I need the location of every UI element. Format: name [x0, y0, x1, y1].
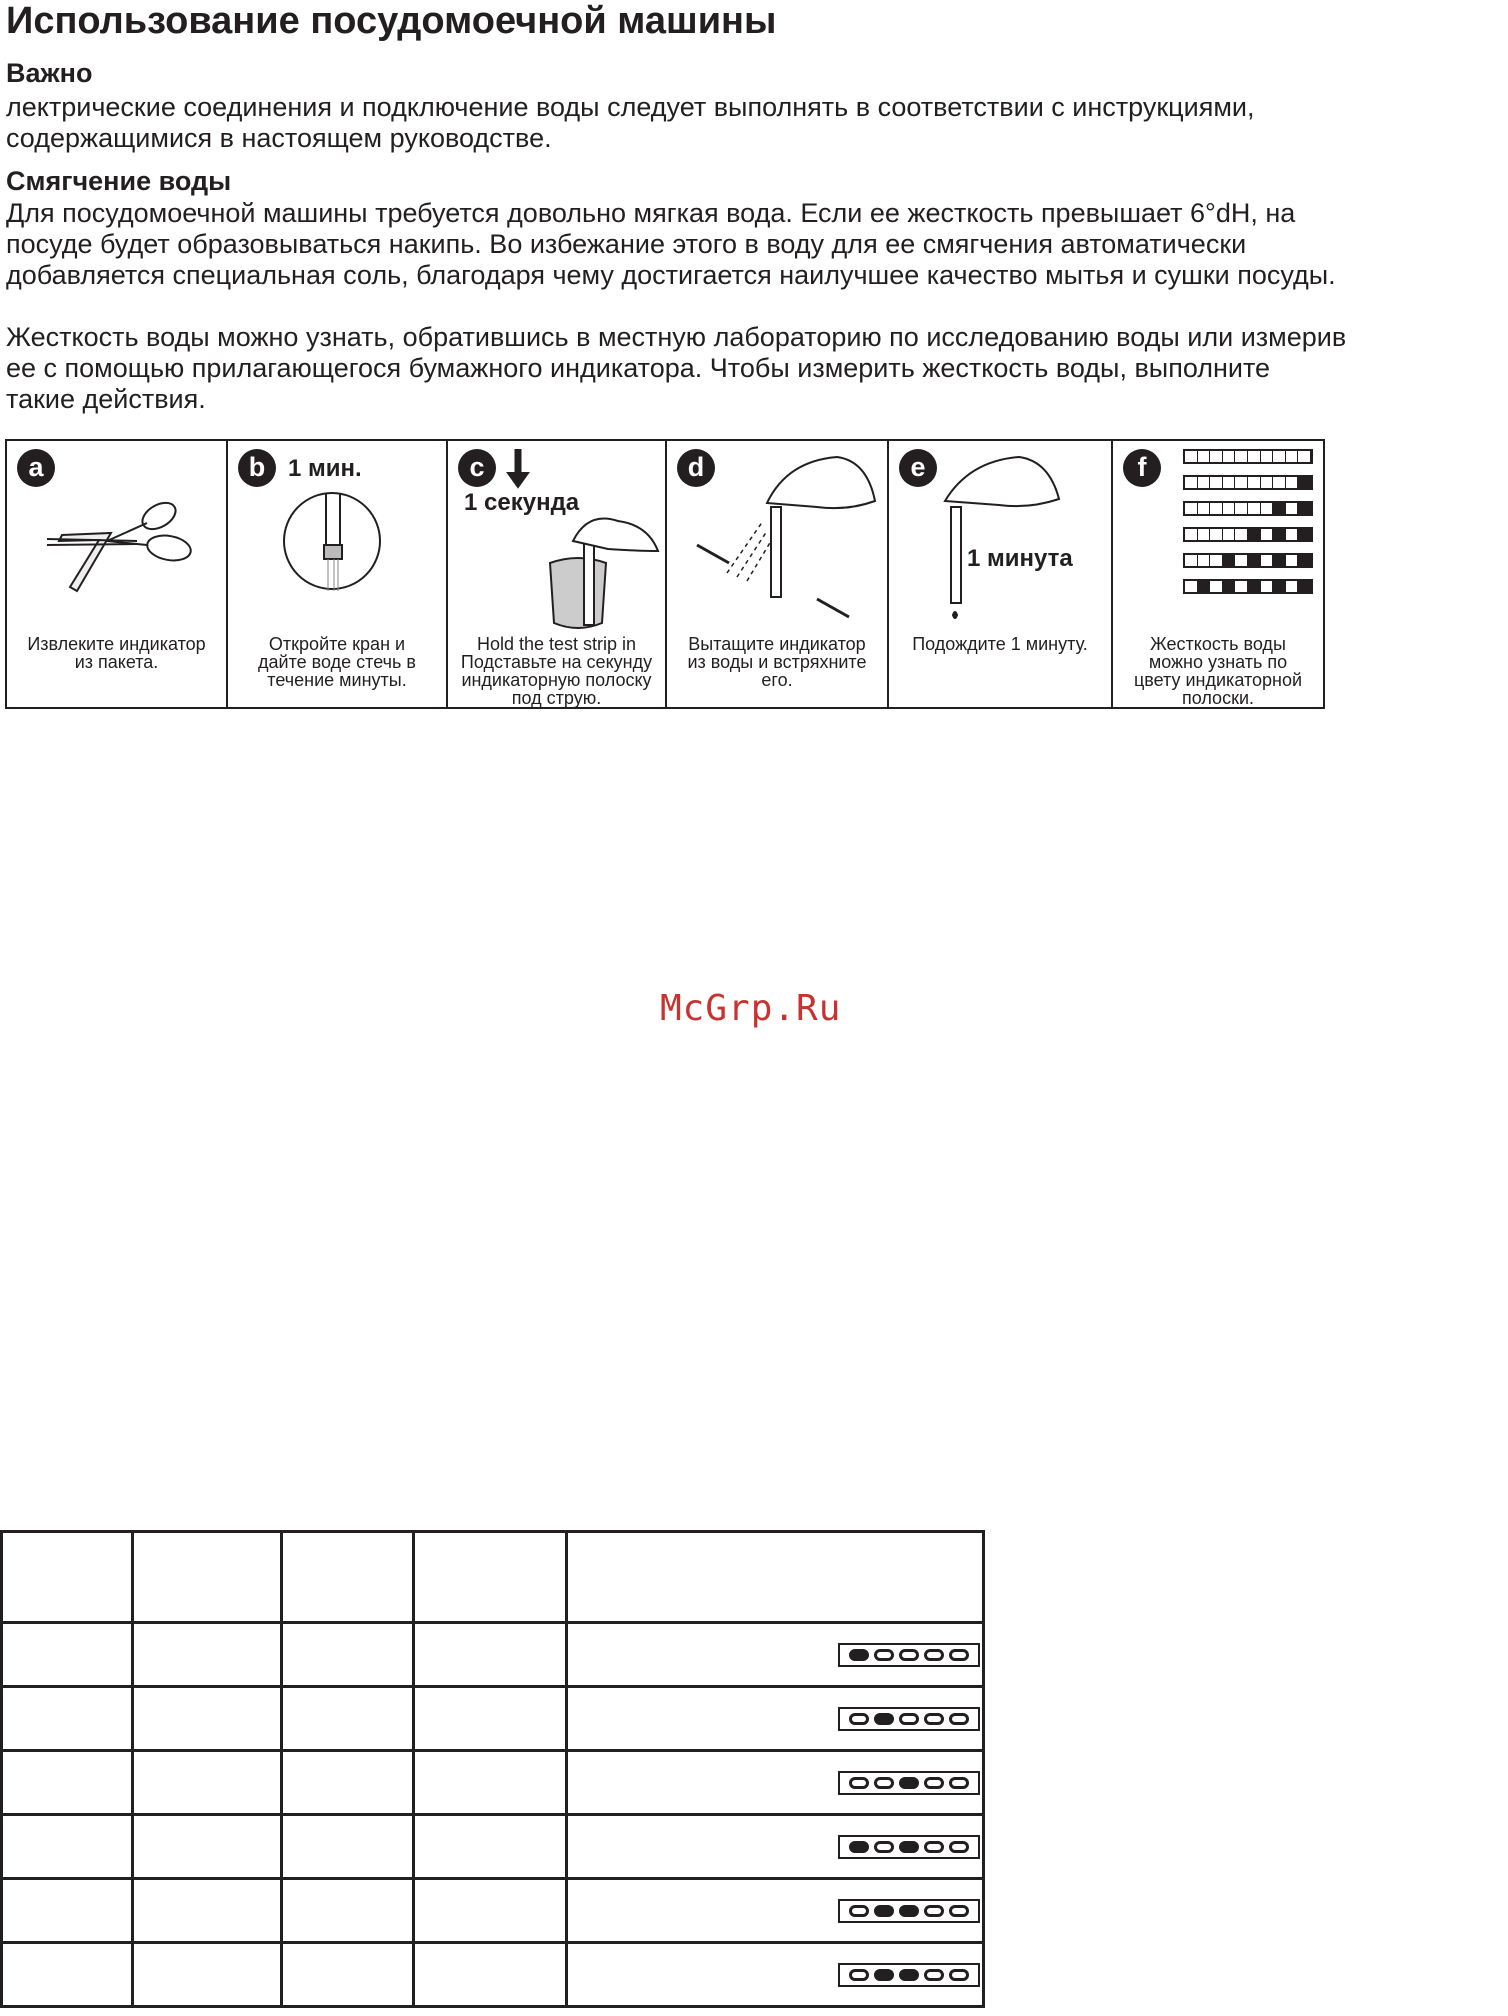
- table-cell: [2, 1815, 133, 1879]
- led-on-icon: [849, 1649, 869, 1661]
- scale-cell: [1198, 555, 1211, 566]
- scale-cell: [1248, 503, 1261, 514]
- scale-strip: [1183, 527, 1313, 542]
- led-off-icon: [949, 1905, 969, 1917]
- softening-paragraph-1: [6, 198, 1336, 291]
- table-cell: [133, 1623, 282, 1687]
- table-cell: [133, 1751, 282, 1815]
- table-cell: [414, 1687, 567, 1751]
- step-caption: [452, 635, 661, 707]
- table-cell: [282, 1879, 414, 1943]
- led-off-icon: [949, 1649, 969, 1661]
- step-badge: f: [1123, 449, 1161, 487]
- scale-cell: [1261, 451, 1274, 462]
- important-line: лектрические соединения и подключение воды следует выполнять в соответствии с инструкциями,: [6, 92, 1255, 122]
- scale-cell: [1273, 555, 1286, 566]
- led-off-icon: [924, 1713, 944, 1725]
- caption-line: Откройте кран и: [268, 634, 406, 654]
- scale-cell: [1185, 529, 1198, 540]
- step-a: [7, 441, 228, 707]
- led-on-icon: [899, 1777, 919, 1789]
- paragraph-line: ее с помощью прилагающегося бумажного индикатора. Чтобы измерить жесткость воды, выполните: [6, 353, 1271, 383]
- scale-cell: [1185, 503, 1198, 514]
- table-cell: [282, 1623, 414, 1687]
- scale-cell: [1298, 529, 1311, 540]
- step-d: [667, 441, 889, 707]
- scale-cell: [1273, 451, 1286, 462]
- caption-line: Жесткость воды: [1150, 634, 1286, 654]
- table-row: [2, 1943, 984, 2007]
- table-cell: [414, 1943, 567, 2007]
- caption-line: из пакета.: [74, 652, 159, 672]
- table-cell: [282, 1815, 414, 1879]
- step-badge: d: [677, 449, 715, 487]
- scale-cell: [1261, 529, 1274, 540]
- scale-cell: [1286, 529, 1299, 540]
- scale-cell: [1210, 555, 1223, 566]
- led-on-icon: [899, 1841, 919, 1853]
- led-off-icon: [949, 1777, 969, 1789]
- led-on-icon: [874, 1713, 894, 1725]
- led-off-icon: [874, 1841, 894, 1853]
- scale-cell: [1198, 581, 1211, 592]
- led-off-icon: [899, 1713, 919, 1725]
- scale-cell: [1223, 503, 1236, 514]
- scale-cell: [1298, 555, 1311, 566]
- table-row: [2, 1879, 984, 1943]
- scale-strip: [1183, 553, 1313, 568]
- caption-line: полоски.: [1181, 688, 1254, 708]
- step-caption: [11, 635, 222, 671]
- scale-cell: [1198, 529, 1211, 540]
- table-cell: [133, 1815, 282, 1879]
- scale-cell: [1210, 477, 1223, 488]
- led-off-icon: [924, 1969, 944, 1981]
- table-cell: [2, 1623, 133, 1687]
- scale-cell: [1248, 477, 1261, 488]
- table-cell: [133, 1943, 282, 2007]
- scale-cell: [1185, 555, 1198, 566]
- table-cell: [567, 1623, 984, 1687]
- step-e: [889, 441, 1113, 707]
- table-cell: [2, 1687, 133, 1751]
- table-cell: [133, 1879, 282, 1943]
- step-caption: [1117, 635, 1319, 707]
- scale-cell: [1286, 477, 1299, 488]
- scale-cell: [1261, 555, 1274, 566]
- table-cell: [567, 1943, 984, 2007]
- scale-cell: [1248, 451, 1261, 462]
- hardness-indicator-leds: [838, 1707, 980, 1731]
- hardness-indicator-leds: [838, 1771, 980, 1795]
- scale-cell: [1185, 477, 1198, 488]
- table-cell: [414, 1751, 567, 1815]
- table-header-cell: [567, 1532, 984, 1623]
- table-cell: [133, 1687, 282, 1751]
- led-off-icon: [949, 1841, 969, 1853]
- caption-line: Извлеките индикатор: [27, 634, 206, 654]
- table-cell: [282, 1943, 414, 2007]
- scale-cell: [1286, 451, 1299, 462]
- led-off-icon: [849, 1969, 869, 1981]
- scale-cell: [1273, 477, 1286, 488]
- led-off-icon: [849, 1713, 869, 1725]
- paragraph-line: посуде будет образовываться накипь. Во избежание этого в воду для ее смягчения автоматически: [6, 229, 1247, 259]
- scale-cell: [1198, 503, 1211, 514]
- scale-cell: [1248, 581, 1261, 592]
- scale-cell: [1198, 451, 1211, 462]
- table-cell: [2, 1943, 133, 2007]
- led-on-icon: [874, 1969, 894, 1981]
- hardness-table: [0, 1530, 985, 2008]
- hardness-indicator-leds: [838, 1835, 980, 1859]
- led-off-icon: [899, 1649, 919, 1661]
- led-off-icon: [849, 1777, 869, 1789]
- table-cell: [414, 1815, 567, 1879]
- caption-line: цвету индикаторной: [1133, 670, 1303, 690]
- paragraph-line: Для посудомоечной машины требуется довольно мягкая вода. Если ее жесткость превышает 6°dH, на: [6, 198, 1296, 228]
- led-off-icon: [849, 1905, 869, 1917]
- table-cell: [567, 1751, 984, 1815]
- table-row: [2, 1815, 984, 1879]
- scale-cell: [1210, 451, 1223, 462]
- led-on-icon: [874, 1905, 894, 1917]
- softening-heading: Смягчение воды: [6, 166, 232, 196]
- led-off-icon: [924, 1841, 944, 1853]
- caption-line: Подставьте на секунду: [460, 652, 653, 672]
- caption-line: течение минуты.: [267, 670, 407, 690]
- scale-cell: [1223, 581, 1236, 592]
- step-caption: [232, 635, 442, 689]
- caption-line: можно узнать по: [1148, 652, 1288, 672]
- scale-cell: [1286, 503, 1299, 514]
- scale-cell: [1223, 555, 1236, 566]
- scale-cell: [1298, 477, 1311, 488]
- table-cell: [282, 1687, 414, 1751]
- paragraph-line: такие действия.: [6, 384, 206, 414]
- hardness-indicator-leds: [838, 1643, 980, 1667]
- important-heading: Важно: [6, 58, 93, 88]
- table-cell: [414, 1879, 567, 1943]
- step-duration-label: 1 минута: [967, 545, 1073, 572]
- scale-strip: [1183, 449, 1313, 464]
- scale-cell: [1273, 503, 1286, 514]
- caption-line: Подождите 1 минуту.: [912, 634, 1088, 654]
- scale-cell: [1235, 503, 1248, 514]
- scale-cell: [1235, 581, 1248, 592]
- led-off-icon: [924, 1777, 944, 1789]
- table-cell: [414, 1623, 567, 1687]
- led-off-icon: [924, 1905, 944, 1917]
- led-off-icon: [874, 1777, 894, 1789]
- table-row: [2, 1751, 984, 1815]
- watermark: McGrp.Ru: [660, 988, 842, 1029]
- table-cell: [282, 1751, 414, 1815]
- scale-cell: [1223, 451, 1236, 462]
- table-cell: [567, 1815, 984, 1879]
- caption-line: Вытащите индикатор: [688, 634, 866, 654]
- scale-strip: [1183, 475, 1313, 490]
- caption-line: индикаторную полоску: [461, 670, 652, 690]
- table-row: [2, 1687, 984, 1751]
- important-line: содержащимися в настоящем руководстве.: [6, 123, 552, 153]
- scale-cell: [1235, 477, 1248, 488]
- step-caption: [893, 635, 1107, 653]
- paragraph-line: Жесткость воды можно узнать, обратившись в местную лабораторию по исследованию воды или измерив: [6, 322, 1347, 352]
- scale-cell: [1273, 581, 1286, 592]
- table-header-cell: [414, 1532, 567, 1623]
- scale-cell: [1261, 503, 1274, 514]
- caption-line: под струю.: [511, 688, 602, 708]
- table-cell: [2, 1751, 133, 1815]
- step-badge: a: [17, 449, 55, 487]
- table-row: [2, 1623, 984, 1687]
- softening-paragraph-2: [6, 322, 1346, 415]
- led-on-icon: [849, 1841, 869, 1853]
- table-header-cell: [133, 1532, 282, 1623]
- led-off-icon: [949, 1713, 969, 1725]
- scale-cell: [1273, 529, 1286, 540]
- scale-cell: [1185, 581, 1198, 592]
- step-badge: b: [238, 449, 276, 487]
- table-cell: [2, 1879, 133, 1943]
- caption-line: его.: [761, 670, 793, 690]
- scale-cell: [1248, 529, 1261, 540]
- caption-line: Hold the test strip in: [476, 634, 637, 654]
- hardness-color-scale: [1183, 449, 1313, 605]
- step-badge: c: [458, 449, 496, 487]
- scale-cell: [1298, 503, 1311, 514]
- led-off-icon: [949, 1969, 969, 1981]
- scale-cell: [1286, 555, 1299, 566]
- step-f: [1113, 441, 1323, 707]
- scale-strip: [1183, 501, 1313, 516]
- scale-strip: [1183, 579, 1313, 594]
- scale-cell: [1235, 555, 1248, 566]
- hardness-indicator-leds: [838, 1899, 980, 1923]
- led-on-icon: [899, 1905, 919, 1917]
- important-text: [6, 92, 1254, 154]
- scale-cell: [1235, 451, 1248, 462]
- step-c: [448, 441, 667, 707]
- scale-cell: [1210, 529, 1223, 540]
- step-badge: e: [899, 449, 937, 487]
- scale-cell: [1286, 581, 1299, 592]
- scale-cell: [1235, 529, 1248, 540]
- led-off-icon: [924, 1649, 944, 1661]
- table-header-cell: [282, 1532, 414, 1623]
- scale-cell: [1210, 581, 1223, 592]
- scale-cell: [1248, 555, 1261, 566]
- hardness-indicator-leds: [838, 1963, 980, 1987]
- scale-cell: [1223, 529, 1236, 540]
- test-steps-panel: [5, 439, 1325, 709]
- scale-cell: [1223, 477, 1236, 488]
- step-caption: [671, 635, 883, 689]
- led-on-icon: [899, 1969, 919, 1981]
- led-off-icon: [874, 1649, 894, 1661]
- table-header-cell: [2, 1532, 133, 1623]
- scale-cell: [1261, 581, 1274, 592]
- paragraph-line: добавляется специальная соль, благодаря чему достигается наилучшее качество мытья и сушки посуды.: [6, 260, 1336, 290]
- scale-cell: [1198, 477, 1211, 488]
- scale-cell: [1298, 581, 1311, 592]
- table-cell: [567, 1879, 984, 1943]
- scale-cell: [1210, 503, 1223, 514]
- table-header-row: [2, 1532, 984, 1623]
- table-cell: [567, 1687, 984, 1751]
- step-b: [228, 441, 448, 707]
- scale-cell: [1261, 477, 1274, 488]
- scale-cell: [1185, 451, 1198, 462]
- caption-line: дайте воде стечь в: [258, 652, 416, 672]
- caption-line: из воды и встряхните: [687, 652, 867, 672]
- page-title: Использование посудомоечной машины: [6, 0, 777, 42]
- scale-cell: [1298, 451, 1311, 462]
- step-duration-label: 1 секунда: [464, 489, 580, 516]
- step-duration-label: 1 мин.: [288, 455, 362, 482]
